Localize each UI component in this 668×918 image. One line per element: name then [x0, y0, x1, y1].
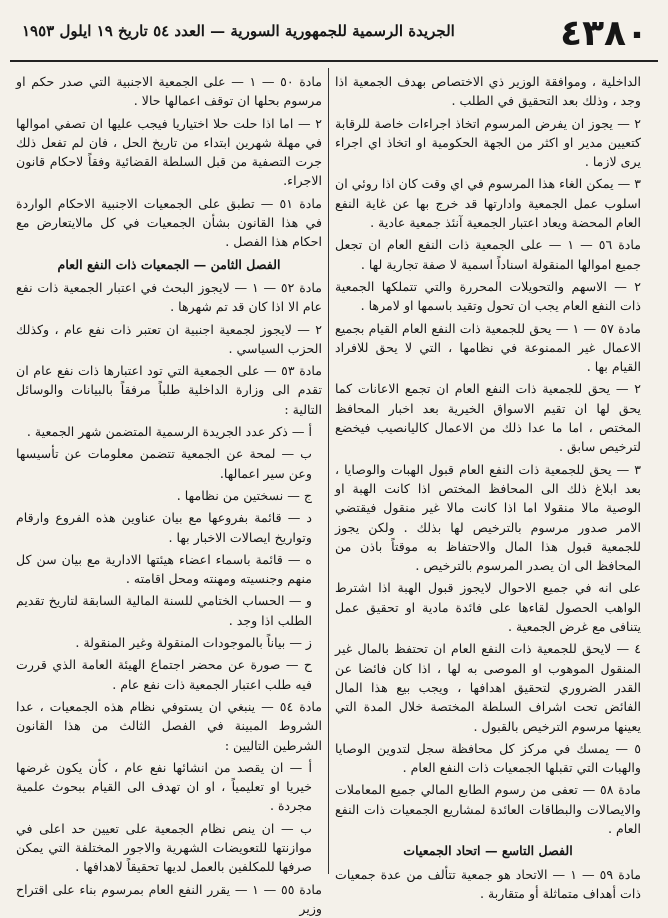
article-paragraph: مادة ٥٩ — ١ — الاتحاد هو جمعية تتألف من عدة جمعيات ذات أهداف متماثلة أو متقاربة .	[335, 866, 641, 901]
running-title: الجريدة الرسمية للجمهورية السورية — العدد ٥٤ تاريخ ١٩ ايلول ١٩٥٣	[22, 22, 455, 40]
page-header	[0, 0, 668, 66]
list-item: ه — قائمة باسماء اعضاء هيئتها الادارية مع بيان سن كل منهم وجنسيته ومهنته ومحل اقامته .	[16, 551, 312, 587]
article-paragraph: مادة ٥٤ — ينبغي ان يستوفي نظام هذه الجمعيات ، عدا الشروط المبينة في الفصل الثالث من هذا القانون الشرطين التاليين :	[16, 698, 323, 753]
list-item: أ — ذكر عدد الجريدة الرسمية المتضمن شهر الجمعية .	[26, 424, 312, 440]
article-paragraph: ٣ — يحق للجمعية ذات النفع العام قبول الهبات والوصايا ، بعد ابلاغ ذلك الى المحافظ المختص اذا كانت الهبة او الوصية مالا منقولا اما اذا كانت مالا غير منقول فيقتضي الامر صدور مرسوم بالترخيص لها بذلك . ولكن يجوز للجمعية قبول هذا المال والاحتفاظ به موقتاً باذن من المحافظ الى ان يصدر المرسوم بالترخيص .	[335, 461, 641, 574]
right-column	[10, 68, 328, 916]
section-heading: الفصل الثامن — الجمعيات ذات النفع العام	[57, 256, 281, 272]
article-paragraph: ٢ — يجوز ان يفرض المرسوم اتخاذ اجراءات خاصة للرقابة كتعيين مدير او اكثر من الجهة الحكومية او اتخاذ اي اجراء يرى لازما .	[335, 115, 641, 170]
article-paragraph: مادة ٥٧ — ١ — يحق للجمعية ذات النفع العام القيام بجميع الاعمال غير الممنوعة في نظامها ، التي لا يحق للافراد القيام بها .	[335, 320, 641, 375]
article-paragraph: ٤ — لايحق للجمعية ذات النفع العام ان تحتفظ بالمال غير المنقول الموهوب او الموصى به لها ، اذا كان فائضا عن القدر الضروري لتحقيق اهدافها ، ويجب بيع هذا المال الفائض تحت اشراف السلطة المختصة خلال المدة التي يعينها مرسوم الترخيص بالقبول .	[335, 641, 641, 734]
article-paragraph: مادة ٥٣ — على الجمعية التي تود اعتبارها ذات نفع عام ان تقدم الى وزارة الداخلية طلباً مرفقاً بالبيانات والوسائل التالية :	[16, 363, 322, 417]
two-column-body	[10, 68, 658, 916]
header-rule	[10, 60, 658, 62]
article-paragraph: مادة ٥٠ — ١ — على الجمعية الاجنبية التي صدر حكم او مرسوم بحلها ان توقف اعمالها حالا .	[16, 74, 323, 109]
list-item: أ — ان يقصد من انشائها نفع عام ، كأن يكون غرضها خيريا او تعليمياً ، او ان تهدف الى القيام ببحوث علمية مجردة .	[16, 759, 312, 814]
article-paragraph: ٢ — لايجوز لجمعية اجنبية ان تعتبر ذات نفع عام ، وكذلك الحزب السياسي .	[16, 321, 322, 356]
article-paragraph: ٣ — يمكن الغاء هذا المرسوم في اي وقت كان اذا روئي ان اسلوب عمل الجمعية وادارتها قد خرج بها عن غاية النفع العام المحضة ويعاد اعتبار الجمعية آنئذ جمعية عادية .	[334, 176, 641, 231]
article-paragraph: ٥ — يمسك في مركز كل محافظة سجل لتدوين الوصايا والهبات التي تقبلها الجمعيات ذات النفع العام .	[335, 740, 641, 776]
article-paragraph: ٢ — اما اذا حلت حلا اختياريا فيجب عليها ان تصفي اموالها في مهلة شهرين ابتداء من تاريخ الحل ، فان لم تفعل ذلك جرت التصفية من قبل السلطة القضائية وفقاً لاحكام قانون الاجراء.	[16, 115, 322, 189]
article-paragraph: مادة ٥٦ — ١ — على الجمعية ذات النفع العام ان تجعل جميع اموالها المنقولة اسناداً اسمية لا صفة تجارية لها .	[335, 237, 642, 272]
list-item: ح — صورة عن محضر اجتماع الهيئة العامة الذي قررت فيه طلب اعتبار الجمعية ذات نفع عام .	[16, 657, 312, 692]
list-item: و — الحساب الختامي للسنة المالية السابقة لتاريخ تقديم الطلب اذا وجد .	[16, 593, 312, 628]
list-item: ب — لمحة عن الجمعية تتضمن معلومات عن تأسيسها وعن سير اعمالها.	[16, 446, 312, 481]
list-item: د — قائمة بفروعها مع بيان عناوين هذه الفروع وارقام وتواريخ ايصالات الاخبار بها .	[16, 510, 312, 545]
column-divider	[328, 68, 329, 874]
article-paragraph: مادة ٥٥ — ١ — يقرر النفع العام بمرسوم بناء على اقتراح وزير	[16, 881, 322, 916]
article-paragraph: ٢ — يحق للجمعية ذات النفع العام ان تجمع الاعانات كما يحق لها ان تقيم الاسواق الخيرية بعد اخبار المحافظ المختص ، اما ما عدا ذلك من الاعمال كاليانصيب فيخضع لترخيص سابق .	[335, 381, 641, 455]
article-paragraph: على انه في جميع الاحوال لايجوز قبول الهبة اذا اشترط الواهب الحصول لقاءها على فائدة مادية او تحقيق عمل يتنافى مع غرض الجمعية .	[335, 580, 641, 635]
list-item: ز — بياناً بالموجودات المنقولة وغير المنقولة .	[75, 635, 312, 651]
list-item: ب — ان ينص نظام الجمعية على تعيين حد اعلى في موازنتها للتعويضات الشهرية والاجور المختلفة التي يمكن صرفها للمكلفين بالعمل لديها تحقيقاً لاهدافها .	[16, 820, 312, 875]
article-paragraph: مادة ٥٢ — ١ — لايجوز البحث في اعتبار الجمعية ذات نفع عام الا اذا كان قد تم شهرها .	[16, 279, 323, 315]
left-column	[329, 68, 647, 901]
article-paragraph: ٢ — الاسهم والتحويلات المحررة والتي تتملكها الجمعية ذات النفع العام يجب ان تحول وتقيد باسمها او لامرها .	[335, 278, 641, 314]
page-number: ٤٣٨٠	[560, 13, 648, 54]
article-paragraph: مادة ٥١ — تطبق على الجمعيات الاجنبية الاحكام الواردة في هذا القانون بشأن الجمعيات في كل مالايتعارض مع احكام هذا الفصل .	[16, 195, 322, 250]
list-item: ج — نسختين من نظامها .	[176, 487, 312, 503]
article-paragraph: مادة ٥٨ — تعفى من رسوم الطابع المالي جميع المعاملات والايصالات والبطاقات العائدة لمشاريع الجمعيات ذات النفع العام .	[335, 782, 641, 836]
article-paragraph: الداخلية ، وموافقة الوزير ذي الاختصاص بهدف الجمعية اذا وجد ، وذلك بعد التحقيق في الطلب .	[335, 74, 641, 109]
section-heading: الفصل التاسع — اتحاد الجمعيات	[403, 843, 573, 859]
